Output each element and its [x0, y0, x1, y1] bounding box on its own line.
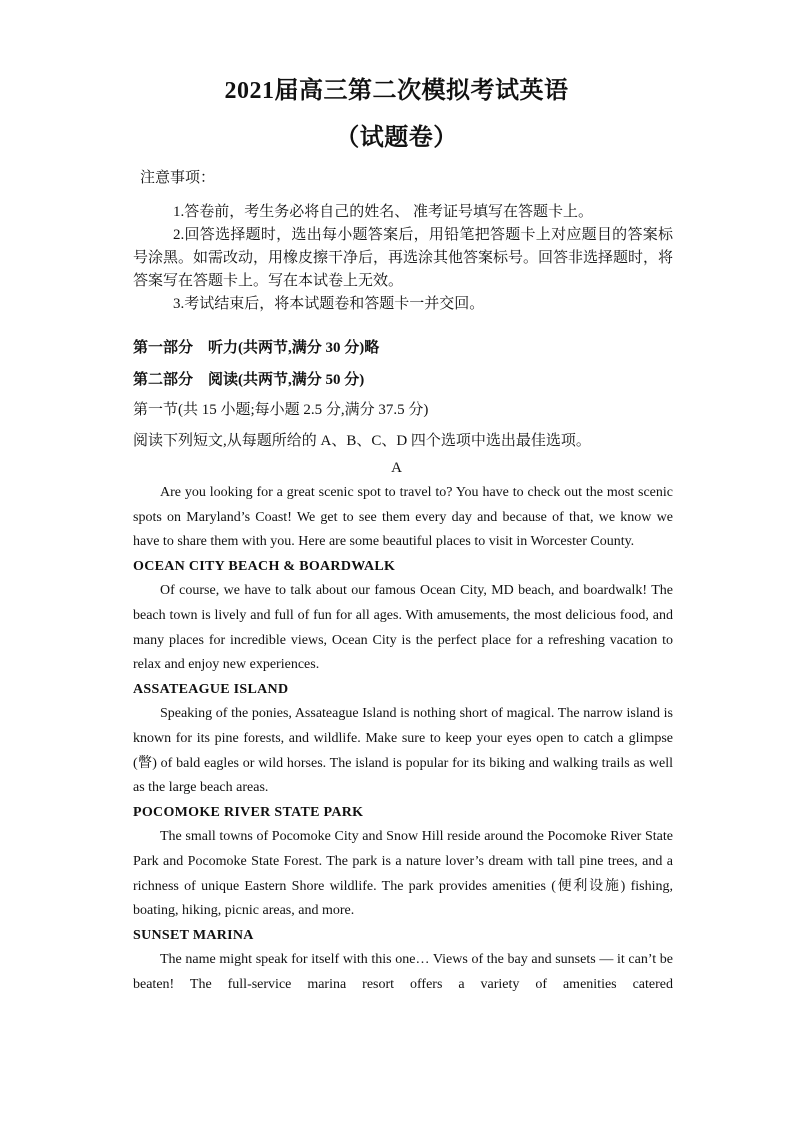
notice-item: 3.考试结束后，将本试题卷和答题卡一并交回。	[173, 296, 485, 312]
reading-instruction: 阅读下列短文,从每题所给的 A、B、C、D 四个选项中选出最佳选项。	[133, 433, 591, 449]
section-text: Of course, we have to talk about our famous Ocean City, MD beach, and boardwalk! The beach town is lively and full of fun for all ages. With amusements, the most delicious food, and many places for incredible views, Ocean City is the perfect place for a refreshing vacation to relax and enjoy new experiences.	[133, 583, 673, 673]
section-one-heading: 第一节(共 15 小题;每小题 2.5 分,满分 37.5 分)	[133, 402, 429, 418]
page-subtitle: （试题卷）	[335, 125, 458, 151]
passage-label: A	[391, 460, 402, 476]
passage-body	[133, 481, 673, 997]
part-two-heading: 第二部分 阅读(共两节,满分 50 分)	[133, 372, 365, 388]
section-text: The name might speak for itself with this one… Views of the bay and sunsets — it can’t be beaten! The full-service marina resort offers a variety of amenities catered	[133, 952, 673, 992]
notice-item: 1.答卷前，考生务必将自己的姓名、 准考证号填写在答题卡上。	[173, 204, 594, 220]
notice-list	[133, 201, 673, 316]
section-heading: OCEAN CITY BEACH & BOARDWALK	[133, 558, 396, 574]
notice-item: 2.回答选择题时，选出每小题答案后，用铅笔把答题卡上对应题目的答案标号涂黑。如需改动，用橡皮擦干净后，再选涂其他答案标号。回答非选择题时，将答案写在答题卡上。写在本试卷上无效。	[133, 227, 674, 289]
passage-intro: Are you looking for a great scenic spot to travel to? You have to check out the most scenic spots on Maryland’s Coast! We get to see them every day and because of that, we know we have to share them with you. Here are some beautiful places to visit in Worcester County.	[133, 485, 673, 550]
part-one-heading: 第一部分 听力(共两节,满分 30 分)略	[133, 340, 380, 356]
page-title: 2021届高三第二次模拟考试英语	[224, 78, 569, 104]
section-heading: ASSATEAGUE ISLAND	[133, 681, 289, 697]
section-heading: SUNSET MARINA	[133, 927, 254, 943]
section-heading: POCOMOKE RIVER STATE PARK	[133, 804, 364, 820]
notice-heading: 注意事项：	[140, 170, 216, 186]
section-text: The small towns of Pocomoke City and Snow Hill reside around the Pocomoke River State Park and Pocomoke State Forest. The park is a nature lover’s dream with tall pine trees, and a richness of unique Eastern Shore wildlife. The park provides amenities (便利设施) fishing, boating, hiking, picnic areas, and more.	[133, 829, 673, 919]
section-text: Speaking of the ponies, Assateague Island is nothing short of magical. The narrow island is known for its pine forests, and wildlife. Make sure to keep your eyes open to catch a glimpse (瞥) of bald eagles or wild horses. The island is popular for its biking and walking trails as well as the large beach areas.	[133, 706, 673, 796]
